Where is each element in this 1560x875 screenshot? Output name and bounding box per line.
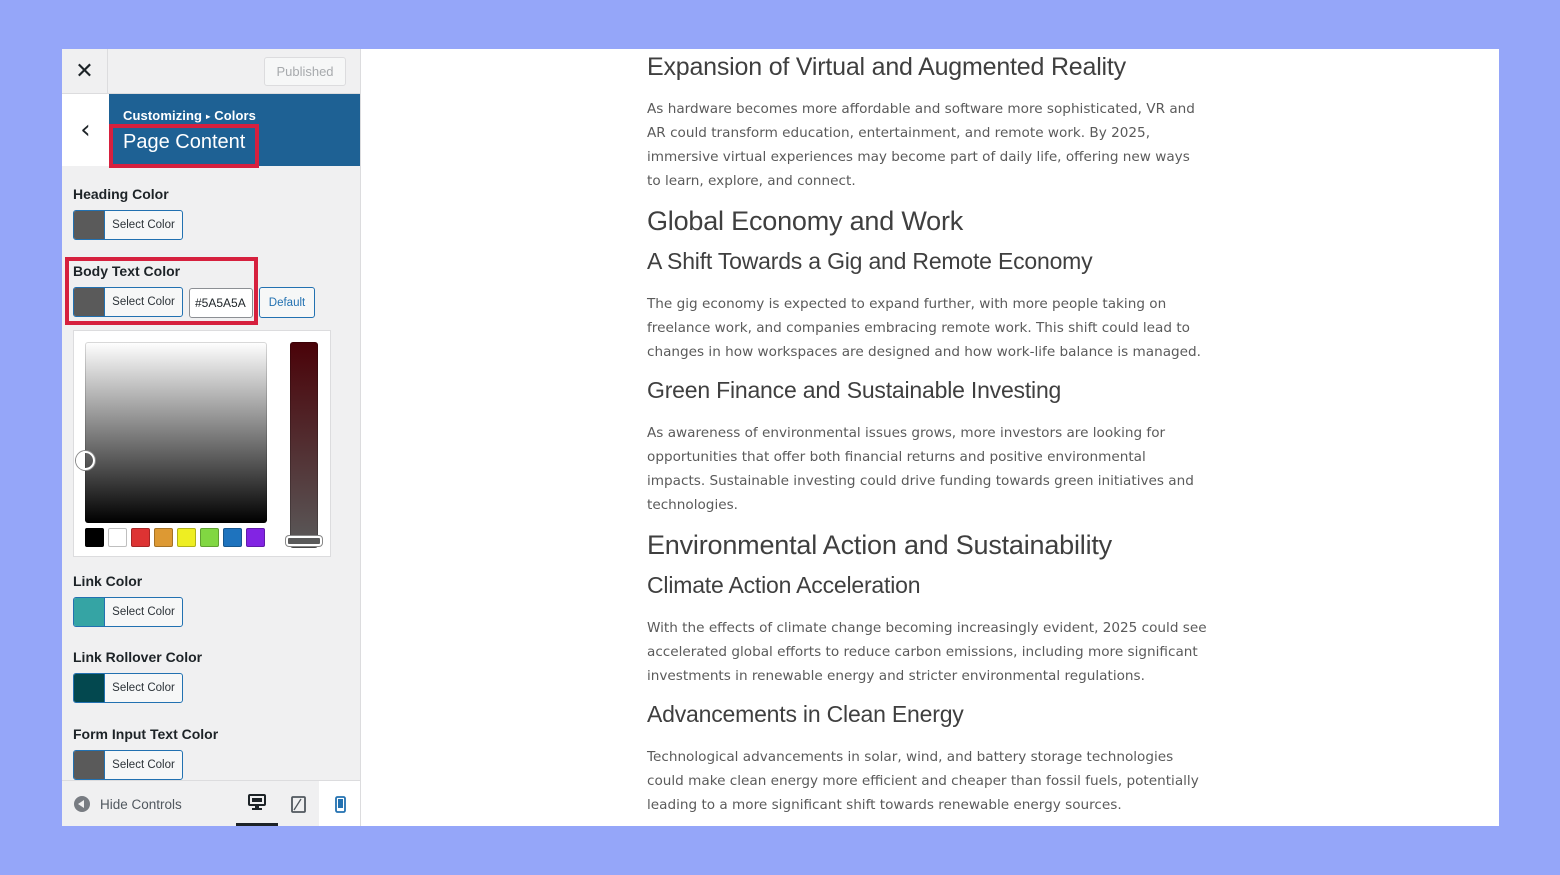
mobile-icon[interactable] xyxy=(319,781,361,826)
select-color-label: Select Color xyxy=(112,682,175,694)
palette-swatch-5[interactable] xyxy=(200,528,219,547)
body-text-color-select-button[interactable] xyxy=(73,287,183,317)
palette-swatch-4[interactable] xyxy=(177,528,196,547)
breadcrumb-child: Colors xyxy=(214,108,256,123)
page-title: Page Content xyxy=(123,131,246,153)
link-color-label: Link Color xyxy=(73,573,143,589)
heading-green-finance: Green Finance and Sustainable Investing xyxy=(647,377,1062,403)
link-rollover-color-swatch xyxy=(74,674,105,702)
select-color-label: Select Color xyxy=(112,606,175,618)
default-button[interactable]: Default xyxy=(259,287,315,318)
palette-swatch-1[interactable] xyxy=(108,528,127,547)
customizer-topbar xyxy=(62,49,361,94)
customizer-sidebar xyxy=(62,49,361,826)
select-color-label: Select Color xyxy=(112,219,175,231)
hue-slider-handle[interactable] xyxy=(286,536,322,546)
form-input-text-color-swatch xyxy=(74,751,105,779)
color-picker xyxy=(73,330,331,557)
hide-controls-button[interactable] xyxy=(74,781,182,826)
select-color-label: Select Color xyxy=(112,759,175,771)
heading-clean-energy: Advancements in Clean Energy xyxy=(647,701,964,727)
customizer-window xyxy=(62,49,1499,826)
paragraph-vr: As hardware becomes more affordable and software more sophisticated, VR and AR could transform education, entertainment, and remote work. By 2025, immersive virtual experiences may become part of daily life, offering new ways to learn, explore, and connect. xyxy=(647,101,1195,190)
hide-controls-label: Hide Controls xyxy=(100,796,182,812)
heading-environment: Environmental Action and Sustainability xyxy=(647,530,1112,560)
section-header xyxy=(62,94,361,166)
breadcrumb-parent: Customizing xyxy=(123,108,203,123)
chevron-left-icon[interactable]: ‹ xyxy=(62,94,109,166)
paragraph-gig: The gig economy is expected to expand further, with more people taking on freelance work, and companies embracing remote work. This shift could lead to changes in how workspaces are designed and how work-life balance is managed. xyxy=(647,296,1201,361)
link-rollover-color-label: Link Rollover Color xyxy=(73,649,203,665)
palette-swatch-6[interactable] xyxy=(223,528,242,547)
link-color-swatch xyxy=(74,598,105,626)
heading-gig: A Shift Towards a Gig and Remote Economy xyxy=(647,248,1093,274)
heading-vr: Expansion of Virtual and Augmented Reality xyxy=(647,53,1126,81)
saturation-area[interactable] xyxy=(85,342,267,523)
paragraph-clean-energy: Technological advancements in solar, wind, and battery storage technologies could make clean energy more efficient and cheaper than fossil fuels, potentially leading to a more significant shift towards renewable energy sources. xyxy=(647,749,1199,814)
palette-swatch-3[interactable] xyxy=(154,528,173,547)
link-color-select-button[interactable] xyxy=(73,597,183,627)
published-button[interactable]: Published xyxy=(264,57,346,86)
palette-swatch-2[interactable] xyxy=(131,528,150,547)
tablet-icon[interactable] xyxy=(277,781,319,826)
select-color-label: Select Color xyxy=(112,296,175,308)
collapse-arrow-icon xyxy=(74,796,90,812)
site-preview xyxy=(362,49,1499,826)
body-text-color-swatch xyxy=(74,288,105,316)
breadcrumb xyxy=(123,108,256,123)
form-input-text-color-select-button[interactable] xyxy=(73,750,183,780)
palette-swatch-7[interactable] xyxy=(246,528,265,547)
body-text-color-label: Body Text Color xyxy=(73,263,181,279)
saturation-handle[interactable] xyxy=(76,451,95,470)
heading-climate: Climate Action Acceleration xyxy=(647,572,921,598)
heading-color-swatch xyxy=(74,211,105,239)
form-input-text-color-label: Form Input Text Color xyxy=(73,726,219,742)
section-title-panel xyxy=(109,94,361,166)
palette-swatches xyxy=(85,528,265,547)
close-icon[interactable]: ✕ xyxy=(62,49,108,94)
heading-economy: Global Economy and Work xyxy=(647,206,964,236)
hue-slider[interactable] xyxy=(290,342,318,548)
link-rollover-color-select-button[interactable] xyxy=(73,673,183,703)
heading-color-select-button[interactable] xyxy=(73,210,183,240)
hex-color-input[interactable] xyxy=(189,288,253,318)
heading-color-label: Heading Color xyxy=(73,186,169,202)
paragraph-green-finance: As awareness of environmental issues grows, more investors are looking for opportunities that offer both financial returns and positive environmental impacts. Sustainable investing could drive funding towards green initiatives and technologies. xyxy=(647,425,1194,514)
customizer-footer xyxy=(62,780,361,826)
breadcrumb-separator: ▸ xyxy=(206,112,211,121)
paragraph-climate: With the effects of climate change becoming increasingly evident, 2025 could see accelerated global efforts to reduce carbon emissions, including more significant investments in renewable energy and stricter environmental regulations. xyxy=(647,620,1207,685)
desktop-icon[interactable] xyxy=(236,781,278,826)
palette-swatch-0[interactable] xyxy=(85,528,104,547)
